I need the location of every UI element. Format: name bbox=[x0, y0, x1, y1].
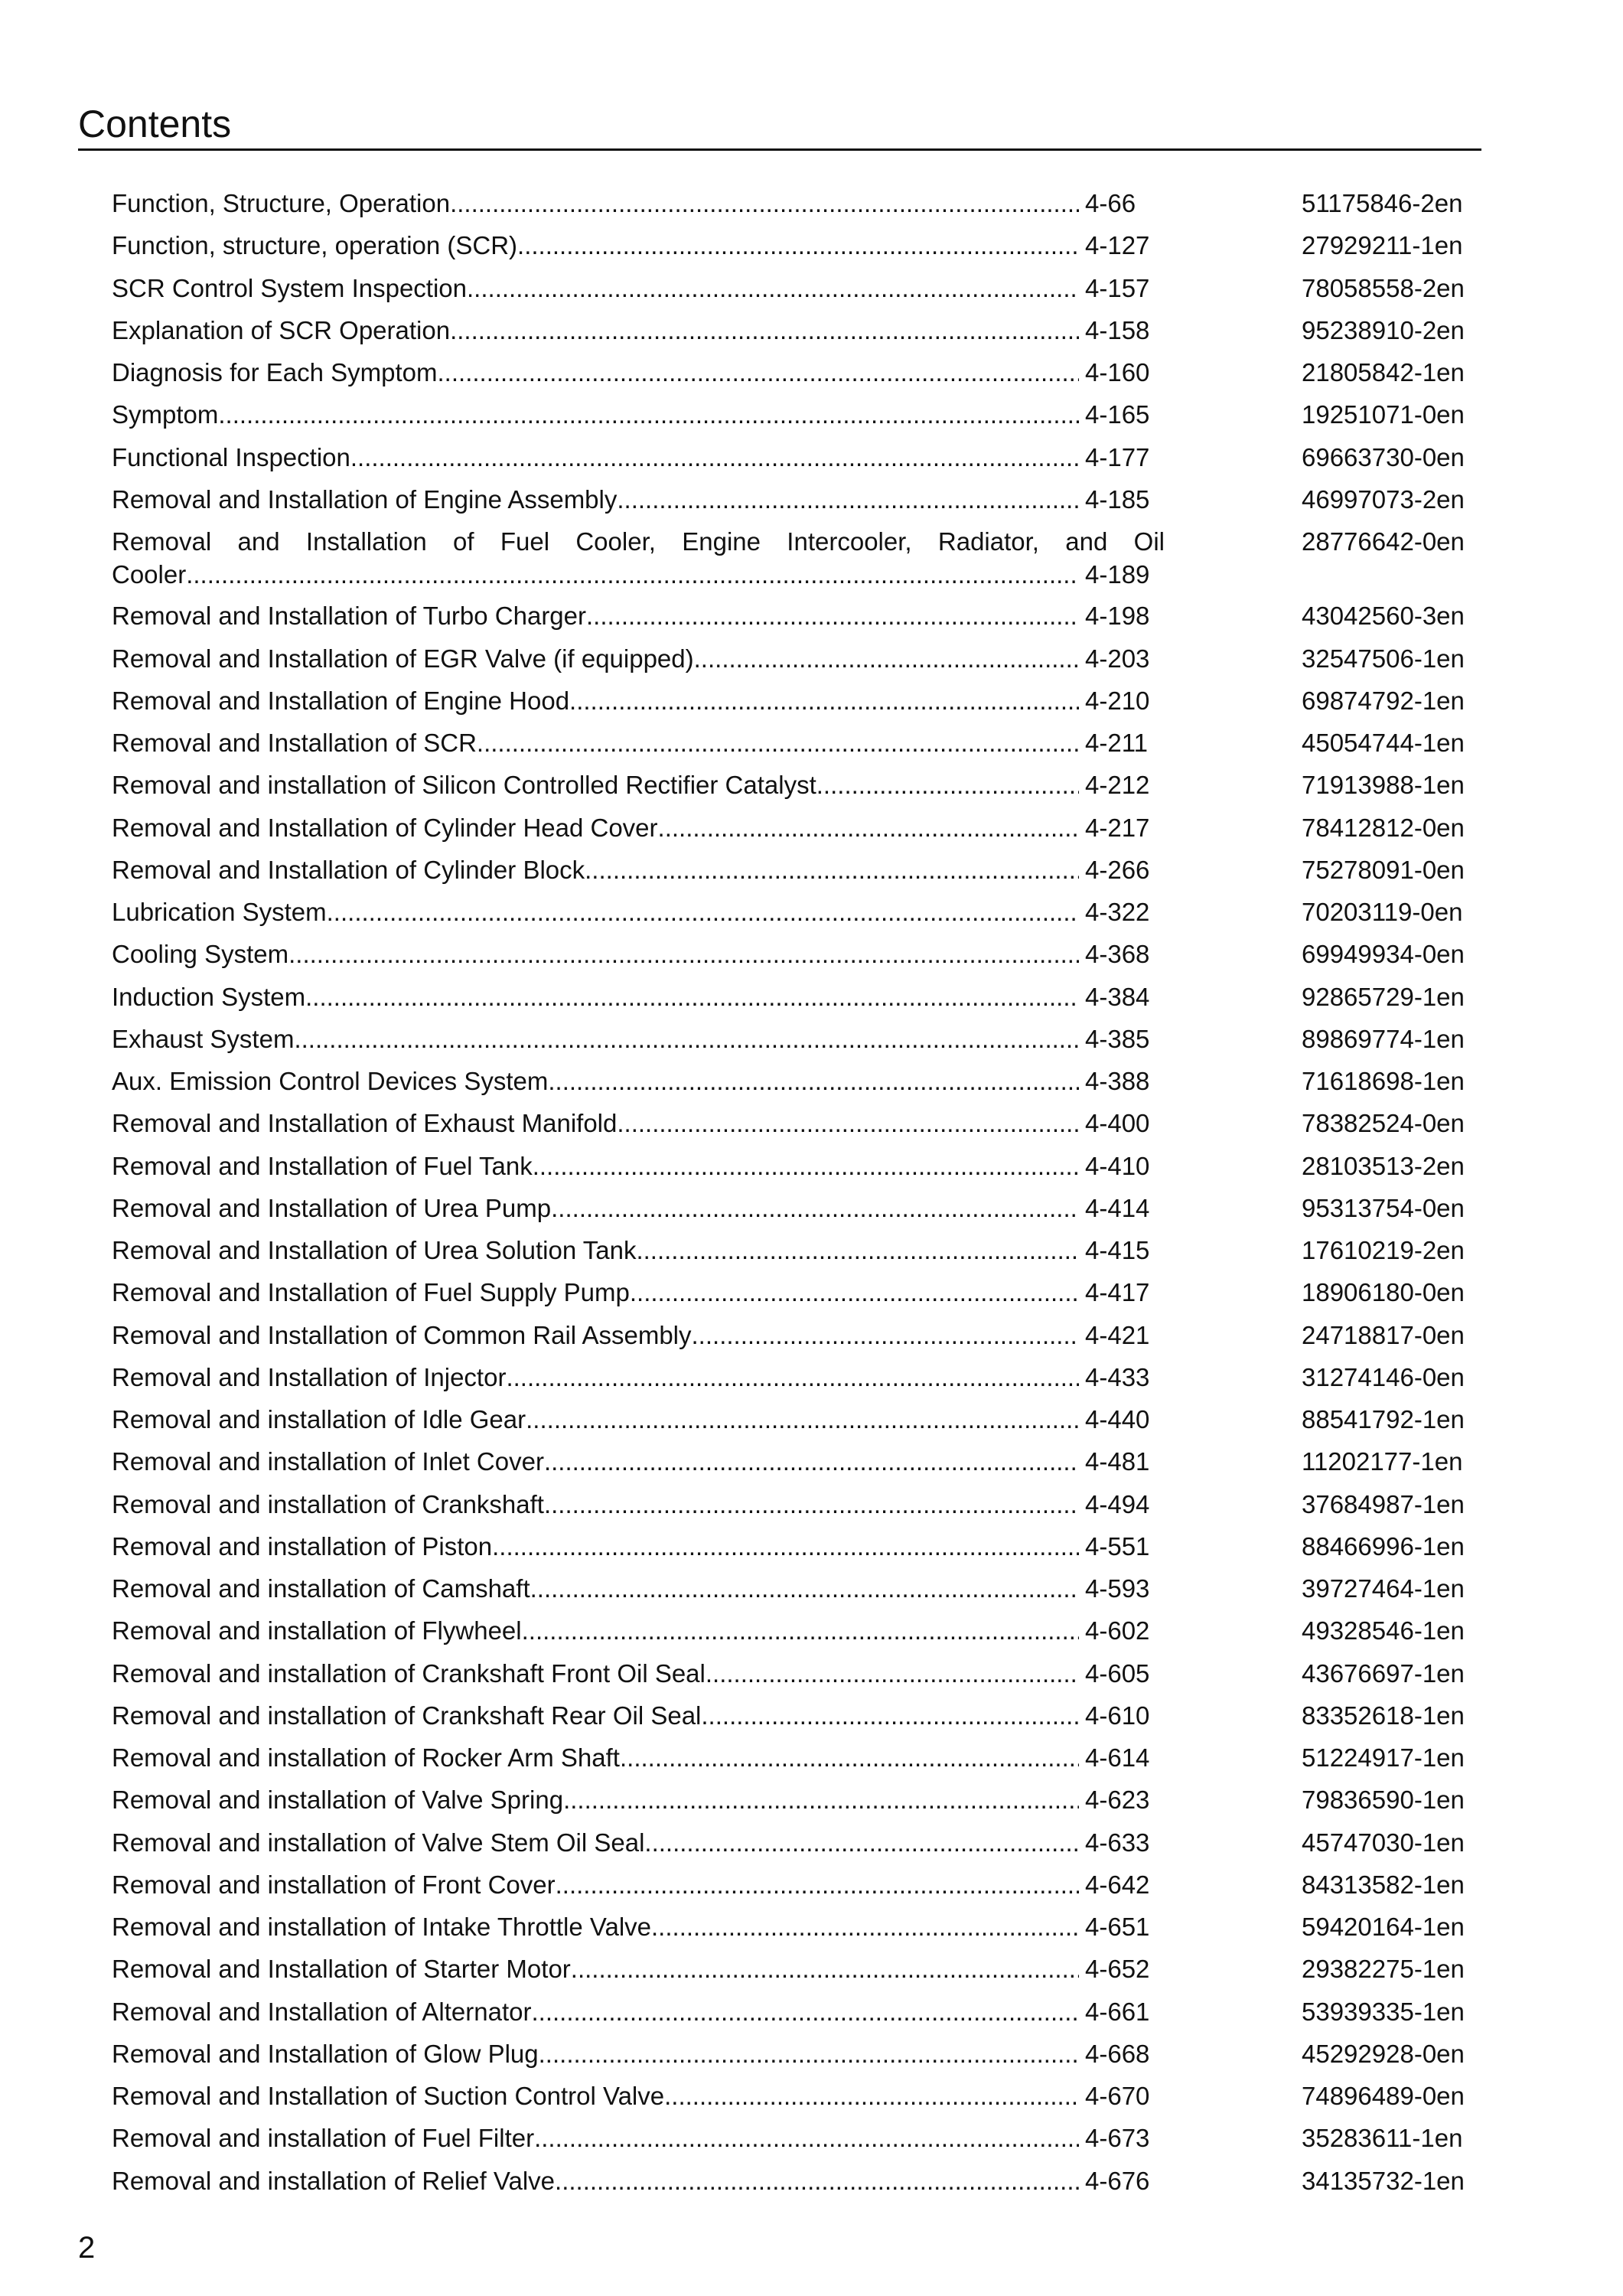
dot-leader bbox=[585, 853, 1079, 886]
entry-page: 4-385 bbox=[1085, 1024, 1150, 1053]
entry-title: Function, structure, operation (SCR) bbox=[112, 231, 518, 260]
entry-page: 4-157 bbox=[1085, 273, 1150, 302]
entry-title: Aux. Emission Control Devices System bbox=[112, 1067, 549, 1095]
page-title: Contents bbox=[78, 103, 232, 145]
toc-entry[interactable] bbox=[112, 2079, 1481, 2112]
entry-document-id: 19251071-0en bbox=[1302, 400, 1465, 429]
entry-title: Removal and installation of Idle Gear bbox=[112, 1405, 526, 1433]
entry-page: 4-165 bbox=[1085, 400, 1150, 429]
entry-page: 4-384 bbox=[1085, 982, 1150, 1011]
entry-page: 4-400 bbox=[1085, 1109, 1150, 1138]
entry-document-id: 59420164-1en bbox=[1302, 1913, 1465, 1941]
dot-leader bbox=[706, 1657, 1079, 1690]
dot-leader bbox=[651, 1910, 1079, 1943]
toc-entry[interactable] bbox=[112, 483, 1481, 516]
entry-document-id: 49328546-1en bbox=[1302, 1616, 1465, 1645]
entry-document-id: 37684987-1en bbox=[1302, 1489, 1465, 1518]
entry-document-id: 78412812-0en bbox=[1302, 813, 1465, 842]
toc-entry[interactable] bbox=[112, 2122, 1481, 2154]
dot-leader bbox=[218, 398, 1079, 431]
toc-entry[interactable] bbox=[112, 1361, 1481, 1394]
entry-page: 4-210 bbox=[1085, 686, 1150, 715]
toc-entry[interactable] bbox=[112, 187, 1481, 220]
toc-entry[interactable] bbox=[112, 356, 1481, 389]
dot-leader bbox=[539, 2037, 1079, 2070]
entry-document-id: 45292928-0en bbox=[1302, 2039, 1465, 2068]
entry-page: 4-593 bbox=[1085, 1574, 1150, 1603]
entry-document-id: 78382524-0en bbox=[1302, 1109, 1465, 1138]
dot-leader bbox=[548, 1065, 1079, 1097]
entry-title: Removal and Installation of Turbo Charger bbox=[112, 602, 587, 631]
entry-page: 4-651 bbox=[1085, 1913, 1150, 1941]
toc-entry[interactable] bbox=[112, 980, 1481, 1013]
entry-document-id: 92865729-1en bbox=[1302, 982, 1465, 1011]
entry-title: Induction System bbox=[112, 982, 306, 1011]
toc-entry[interactable] bbox=[112, 1065, 1481, 1097]
title-rule bbox=[78, 148, 1481, 151]
entry-title: Removal and installation of Front Cover bbox=[112, 1870, 556, 1899]
dot-leader bbox=[551, 1192, 1079, 1225]
entry-page: 4-642 bbox=[1085, 1870, 1150, 1899]
entry-title: Symptom bbox=[112, 400, 219, 429]
dot-leader bbox=[658, 811, 1079, 844]
entry-title: Removal and installation of Valve Spring bbox=[112, 1786, 564, 1815]
entry-document-id: 11202177-1en bbox=[1302, 1447, 1463, 1476]
entry-page: 4-212 bbox=[1085, 771, 1150, 800]
entry-title: Removal and installation of Fuel Filter bbox=[112, 2124, 535, 2153]
entry-title: Removal and installation of Camshaft bbox=[112, 1574, 530, 1603]
entry-page: 4-602 bbox=[1085, 1616, 1150, 1645]
entry-page: 4-203 bbox=[1085, 644, 1150, 673]
entry-page: 4-614 bbox=[1085, 1743, 1150, 1772]
dot-leader bbox=[531, 1995, 1079, 2028]
entry-document-id: 89869774-1en bbox=[1302, 1024, 1465, 1053]
dot-leader bbox=[467, 272, 1079, 305]
toc-entry[interactable] bbox=[112, 2164, 1481, 2197]
entry-document-id: 35283611-1en bbox=[1302, 2124, 1463, 2153]
entry-title: Removal and Installation of Engine Assembly bbox=[112, 484, 618, 514]
toc-entry[interactable] bbox=[112, 525, 1481, 591]
entry-title: Removal and Installation of Common Rail Assembly bbox=[112, 1320, 692, 1349]
entry-document-id: 51175846-2en bbox=[1302, 189, 1463, 217]
entry-document-id: 46997073-2en bbox=[1302, 484, 1465, 514]
dot-leader bbox=[571, 1952, 1079, 1985]
entry-document-id: 31274146-0en bbox=[1302, 1362, 1465, 1391]
entry-page: 4-388 bbox=[1085, 1067, 1150, 1095]
entry-document-id: 28776642-0en bbox=[1302, 527, 1465, 556]
entry-title: Removal and Installation of Glow Plug bbox=[112, 2039, 539, 2068]
entry-page: 4-66 bbox=[1085, 189, 1136, 217]
entry-title: Diagnosis for Each Symptom bbox=[112, 358, 438, 386]
entry-document-id: 21805842-1en bbox=[1302, 358, 1465, 386]
toc-entry[interactable] bbox=[112, 1572, 1481, 1605]
entry-page: 4-160 bbox=[1085, 358, 1150, 386]
entry-document-id: 34135732-1en bbox=[1302, 2166, 1465, 2195]
entry-page: 4-189 bbox=[1085, 560, 1150, 589]
entry-document-id: 69874792-1en bbox=[1302, 686, 1465, 715]
dot-leader bbox=[636, 1234, 1079, 1267]
dot-leader bbox=[186, 558, 1079, 591]
entry-title: Removal and Installation of Cylinder Head Cover bbox=[112, 813, 658, 842]
entry-document-id: 88466996-1en bbox=[1302, 1531, 1465, 1561]
entry-document-id: 71618698-1en bbox=[1302, 1067, 1465, 1095]
entry-title: Removal and Installation of Injector bbox=[112, 1362, 507, 1391]
entry-document-id: 24718817-0en bbox=[1302, 1320, 1465, 1349]
toc-entry[interactable] bbox=[112, 1868, 1481, 1901]
entry-page: 4-633 bbox=[1085, 1828, 1150, 1857]
entry-page: 4-217 bbox=[1085, 813, 1150, 842]
dot-leader bbox=[450, 187, 1079, 220]
entry-title: Removal and Installation of Suction Control Valve bbox=[112, 2082, 665, 2110]
dot-leader bbox=[517, 229, 1079, 262]
entry-page: 4-494 bbox=[1085, 1489, 1150, 1518]
entry-title: Removal and installation of Inlet Cover bbox=[112, 1447, 544, 1476]
toc-entry[interactable] bbox=[112, 272, 1481, 305]
dot-leader bbox=[450, 314, 1079, 347]
entry-document-id: 17610219-2en bbox=[1302, 1236, 1465, 1264]
entry-title: Exhaust System bbox=[112, 1024, 295, 1053]
toc-entry[interactable] bbox=[112, 1403, 1481, 1436]
entry-title: Lubrication System bbox=[112, 898, 327, 926]
entry-title: Removal and installation of Silicon Controlled Rectifier Catalyst bbox=[112, 771, 816, 800]
page-number: 2 bbox=[78, 2231, 96, 2265]
entry-title: Removal and installation of Rocker Arm Shaft bbox=[112, 1743, 620, 1772]
dot-leader bbox=[586, 599, 1079, 632]
dot-leader bbox=[617, 1107, 1079, 1140]
entry-page: 4-605 bbox=[1085, 1658, 1150, 1688]
toc-entry[interactable] bbox=[112, 1150, 1481, 1182]
entry-document-id: 95238910-2en bbox=[1302, 315, 1465, 344]
dot-leader bbox=[534, 2122, 1079, 2154]
entry-page: 4-421 bbox=[1085, 1320, 1150, 1349]
entry-document-id: 39727464-1en bbox=[1302, 1574, 1465, 1603]
dot-leader bbox=[506, 1361, 1079, 1394]
entry-page: 4-185 bbox=[1085, 484, 1150, 514]
dot-leader bbox=[644, 1826, 1079, 1859]
entry-page: 4-414 bbox=[1085, 1193, 1150, 1222]
toc-entry[interactable] bbox=[112, 1910, 1481, 1943]
entry-page: 4-670 bbox=[1085, 2082, 1150, 2110]
toc-entry[interactable] bbox=[112, 1826, 1481, 1859]
entry-title: Removal and installation of Intake Throttle Valve bbox=[112, 1913, 652, 1941]
entry-page: 4-676 bbox=[1085, 2166, 1150, 2195]
toc-entry[interactable] bbox=[112, 1783, 1481, 1816]
entry-document-id: 29382275-1en bbox=[1302, 1955, 1465, 1984]
entry-title: Removal and Installation of Cylinder Block bbox=[112, 855, 585, 884]
entry-page: 4-551 bbox=[1085, 1531, 1150, 1561]
toc-entry[interactable] bbox=[112, 1741, 1481, 1774]
toc-entry[interactable] bbox=[112, 768, 1481, 801]
entry-page: 4-198 bbox=[1085, 602, 1150, 631]
entry-page: 4-266 bbox=[1085, 855, 1150, 884]
entry-page: 4-668 bbox=[1085, 2039, 1150, 2068]
entry-title: Removal and Installation of Urea Pump bbox=[112, 1193, 552, 1222]
toc-entry[interactable] bbox=[112, 1319, 1481, 1352]
entry-title: Removal and installation of Piston bbox=[112, 1531, 493, 1561]
toc-entry[interactable] bbox=[112, 811, 1481, 844]
toc-entry[interactable] bbox=[112, 1488, 1481, 1521]
entry-document-id: 74896489-0en bbox=[1302, 2082, 1465, 2110]
entry-document-id: 75278091-0en bbox=[1302, 855, 1465, 884]
entry-title: Removal and Installation of Alternator bbox=[112, 1997, 532, 2026]
entry-title: Removal and Installation of Starter Motor bbox=[112, 1955, 571, 1984]
dot-leader bbox=[327, 895, 1079, 928]
dot-leader bbox=[438, 356, 1079, 389]
entry-title: Removal and installation of Valve Stem Oil Seal bbox=[112, 1828, 645, 1857]
toc-entry[interactable] bbox=[112, 1234, 1481, 1267]
entry-document-id: 78058558-2en bbox=[1302, 273, 1465, 302]
entry-page: 4-127 bbox=[1085, 231, 1150, 260]
entry-title: Removal and installation of Crankshaft bbox=[112, 1489, 544, 1518]
dot-leader bbox=[526, 1403, 1079, 1436]
dot-leader bbox=[617, 483, 1079, 516]
entry-document-id: 53939335-1en bbox=[1302, 1997, 1465, 2026]
dot-leader bbox=[620, 1741, 1079, 1774]
dot-leader bbox=[477, 726, 1079, 759]
toc-entry[interactable] bbox=[112, 1445, 1481, 1478]
entry-title: SCR Control System Inspection bbox=[112, 273, 468, 302]
entry-title: Removal and Installation of Fuel Tank bbox=[112, 1151, 533, 1180]
dot-leader bbox=[630, 1276, 1079, 1309]
toc-entry[interactable] bbox=[112, 1022, 1481, 1055]
entry-page: 4-415 bbox=[1085, 1236, 1150, 1264]
entry-page: 4-440 bbox=[1085, 1405, 1150, 1433]
toc-entry[interactable] bbox=[112, 599, 1481, 632]
dot-leader bbox=[492, 1530, 1079, 1563]
entry-page: 4-673 bbox=[1085, 2124, 1150, 2153]
entry-page: 4-211 bbox=[1085, 729, 1148, 757]
entry-page: 4-417 bbox=[1085, 1278, 1150, 1307]
entry-document-id: 83352618-1en bbox=[1302, 1701, 1465, 1730]
entry-page: 4-177 bbox=[1085, 442, 1150, 471]
toc-entry[interactable] bbox=[112, 642, 1481, 675]
toc-entry[interactable] bbox=[112, 853, 1481, 886]
entry-title: Removal and Installation of Fuel Supply Pump bbox=[112, 1278, 630, 1307]
toc-entry[interactable] bbox=[112, 1952, 1481, 1985]
entry-title: Explanation of SCR Operation bbox=[112, 315, 451, 344]
toc-entry[interactable] bbox=[112, 441, 1481, 474]
entry-page: 4-623 bbox=[1085, 1786, 1150, 1815]
entry-page: 4-481 bbox=[1085, 1447, 1150, 1476]
entry-document-id: 43676697-1en bbox=[1302, 1658, 1465, 1688]
dot-leader bbox=[555, 2164, 1079, 2197]
toc-entry[interactable] bbox=[112, 1530, 1481, 1563]
dot-leader bbox=[544, 1488, 1079, 1521]
entry-page: 4-158 bbox=[1085, 315, 1150, 344]
entry-document-id: 69663730-0en bbox=[1302, 442, 1465, 471]
dot-leader bbox=[533, 1150, 1079, 1182]
toc-entry[interactable] bbox=[112, 1276, 1481, 1309]
entry-title-line2: Cooler bbox=[112, 560, 187, 589]
entry-title: Removal and installation of Flywheel bbox=[112, 1616, 522, 1645]
toc-entry[interactable] bbox=[112, 314, 1481, 347]
entry-title-line1: Removal and Installation of Fuel Cooler, Engine Intercooler, Radiator, and Oil bbox=[112, 527, 1165, 556]
dot-leader bbox=[701, 1699, 1079, 1732]
toc-entry[interactable] bbox=[112, 726, 1481, 759]
entry-page: 4-322 bbox=[1085, 898, 1150, 926]
toc-entry[interactable] bbox=[112, 1614, 1481, 1647]
toc-entry[interactable] bbox=[112, 1192, 1481, 1225]
entry-document-id: 88541792-1en bbox=[1302, 1405, 1465, 1433]
toc-entry[interactable] bbox=[112, 684, 1481, 717]
dot-leader bbox=[305, 980, 1079, 1013]
entry-page: 4-652 bbox=[1085, 1955, 1150, 1984]
entry-page: 4-410 bbox=[1085, 1151, 1150, 1180]
toc-entry[interactable] bbox=[112, 2037, 1481, 2070]
entry-document-id: 18906180-0en bbox=[1302, 1278, 1465, 1307]
dot-leader bbox=[288, 938, 1079, 970]
dot-leader bbox=[694, 642, 1079, 675]
toc-entry[interactable] bbox=[112, 1699, 1481, 1732]
entry-document-id: 45747030-1en bbox=[1302, 1828, 1465, 1857]
dot-leader bbox=[522, 1614, 1079, 1647]
dot-leader bbox=[563, 1783, 1079, 1816]
entry-title: Functional Inspection bbox=[112, 442, 350, 471]
entry-document-id: 69949934-0en bbox=[1302, 940, 1465, 969]
dot-leader bbox=[544, 1445, 1079, 1478]
dot-leader bbox=[816, 768, 1079, 801]
entry-document-id: 84313582-1en bbox=[1302, 1870, 1465, 1899]
entry-page: 4-368 bbox=[1085, 940, 1150, 969]
toc-entry[interactable] bbox=[112, 1657, 1481, 1690]
entry-title: Function, Structure, Operation bbox=[112, 189, 451, 217]
dot-leader bbox=[569, 684, 1079, 717]
entry-title: Removal and Installation of Exhaust Manifold bbox=[112, 1109, 618, 1138]
entry-title: Removal and Installation of Urea Solution Tank bbox=[112, 1236, 637, 1264]
entry-document-id: 43042560-3en bbox=[1302, 602, 1465, 631]
entry-title: Removal and Installation of Engine Hood bbox=[112, 686, 570, 715]
toc-entry[interactable] bbox=[112, 938, 1481, 970]
entry-page: 4-661 bbox=[1085, 1997, 1150, 2026]
dot-leader bbox=[350, 441, 1079, 474]
dot-leader bbox=[556, 1868, 1079, 1901]
entry-document-id: 28103513-2en bbox=[1302, 1151, 1465, 1180]
entry-title: Removal and Installation of SCR bbox=[112, 729, 477, 757]
dot-leader bbox=[692, 1319, 1079, 1352]
entry-document-id: 79836590-1en bbox=[1302, 1786, 1465, 1815]
toc-entry[interactable] bbox=[112, 1995, 1481, 2028]
entry-title: Removal and Installation of EGR Valve (if equipped) bbox=[112, 644, 694, 673]
dot-leader bbox=[530, 1572, 1079, 1605]
entry-document-id: 71913988-1en bbox=[1302, 771, 1465, 800]
entry-page: 4-610 bbox=[1085, 1701, 1150, 1730]
entry-document-id: 51224917-1en bbox=[1302, 1743, 1465, 1772]
toc-entry[interactable] bbox=[112, 1107, 1481, 1140]
toc-entry[interactable] bbox=[112, 398, 1481, 431]
entry-title: Removal and installation of Crankshaft Rear Oil Seal bbox=[112, 1701, 702, 1730]
entry-document-id: 27929211-1en bbox=[1302, 231, 1463, 260]
entry-title: Removal and installation of Crankshaft Front Oil Seal bbox=[112, 1658, 706, 1688]
entry-title: Cooling System bbox=[112, 940, 289, 969]
entry-document-id: 95313754-0en bbox=[1302, 1193, 1465, 1222]
entry-document-id: 45054744-1en bbox=[1302, 729, 1465, 757]
entry-title: Removal and installation of Relief Valve bbox=[112, 2166, 556, 2195]
dot-leader bbox=[294, 1022, 1079, 1055]
dot-leader bbox=[664, 2079, 1079, 2112]
toc-entry[interactable] bbox=[112, 895, 1481, 928]
entry-document-id: 32547506-1en bbox=[1302, 644, 1465, 673]
entry-page: 4-433 bbox=[1085, 1362, 1150, 1391]
toc-entry[interactable] bbox=[112, 229, 1481, 262]
entry-document-id: 70203119-0en bbox=[1302, 898, 1463, 926]
